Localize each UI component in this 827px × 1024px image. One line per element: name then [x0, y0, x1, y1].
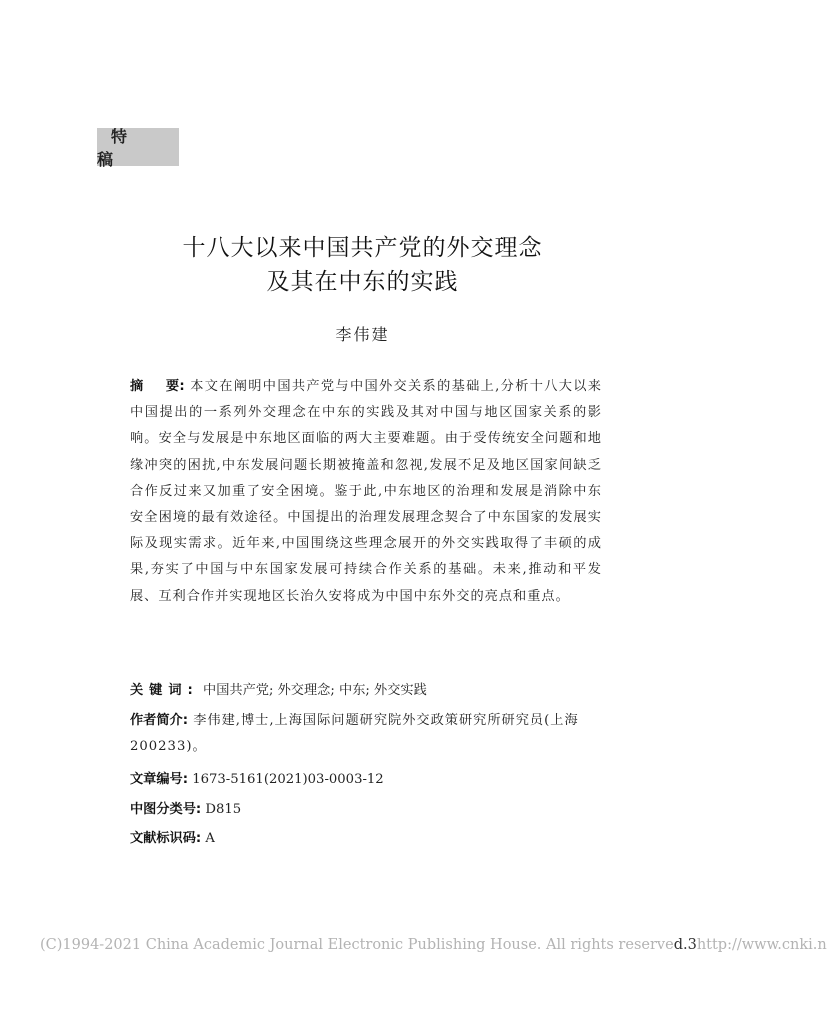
article-number-value: 1673-5161(2021)03-0003-12: [192, 772, 384, 787]
abstract-label: 摘: [130, 379, 144, 394]
article-title-line-2: 及其在中东的实践: [266, 269, 459, 295]
keywords: [130, 678, 602, 704]
section-tag: 特 稿: [97, 128, 179, 166]
page-footer: [40, 937, 827, 953]
keywords-text: 中国共产党; 外交理念; 中东; 外交实践: [203, 683, 427, 698]
clc-number: [130, 797, 602, 823]
clc-number-label: 中图分类号:: [130, 802, 202, 817]
author-bio: [130, 708, 602, 760]
article-number-label: 文章编号:: [130, 772, 189, 787]
article-number: [130, 767, 602, 793]
document-code-value: A: [205, 831, 215, 846]
page-number: d.3: [673, 937, 697, 953]
author-bio-text: 李伟建,博士,上海国际问题研究院外交政策研究所研究员(上海 200233)。: [130, 713, 579, 755]
author-name: 李伟建: [335, 325, 390, 344]
copyright-notice: (C)1994-2021 China Academic Journal Electronic Publishing House. All rights reserve: [40, 937, 674, 953]
document-code: [130, 826, 602, 852]
abstract-text: 本文在阐明中国共产党与中国外交关系的基础上,分析十八大以来中国提出的一系列外交理念在中东的实践及其对中国与地区国家关系的影响。安全与发展是中东地区面临的两大主要难题。由于受传统安全问题和地缘冲突的困扰,中东发展问题长期被掩盖和忽视,发展不足及地区国家间缺乏合作反过来又加重了安全困境。鉴于此,中东地区的治理和发展是消除中东安全困境的最有效途径。中国提出的治理发展理念契合了中东国家的发展实际及现实需求。近年来,中国围绕这些理念展开的外交实践取得了丰硕的成果,夯实了中国与中东国家发展可持续合作关系的基础。未来,推动和平发展、互利合作并实现地区长治久安将成为中国中东外交的亮点和重点。: [130, 379, 602, 604]
keywords-label: 关键词:: [130, 683, 199, 698]
article-title-line-1: 十八大以来中国共产党的外交理念: [182, 235, 543, 261]
clc-number-value: D815: [205, 802, 242, 817]
source-url[interactable]: http://www.cnki.n: [696, 937, 827, 953]
document-code-label: 文献标识码:: [130, 831, 202, 846]
abstract-label-2: 要:: [165, 379, 185, 394]
abstract: [130, 374, 602, 610]
author-bio-label: 作者简介:: [130, 713, 189, 728]
